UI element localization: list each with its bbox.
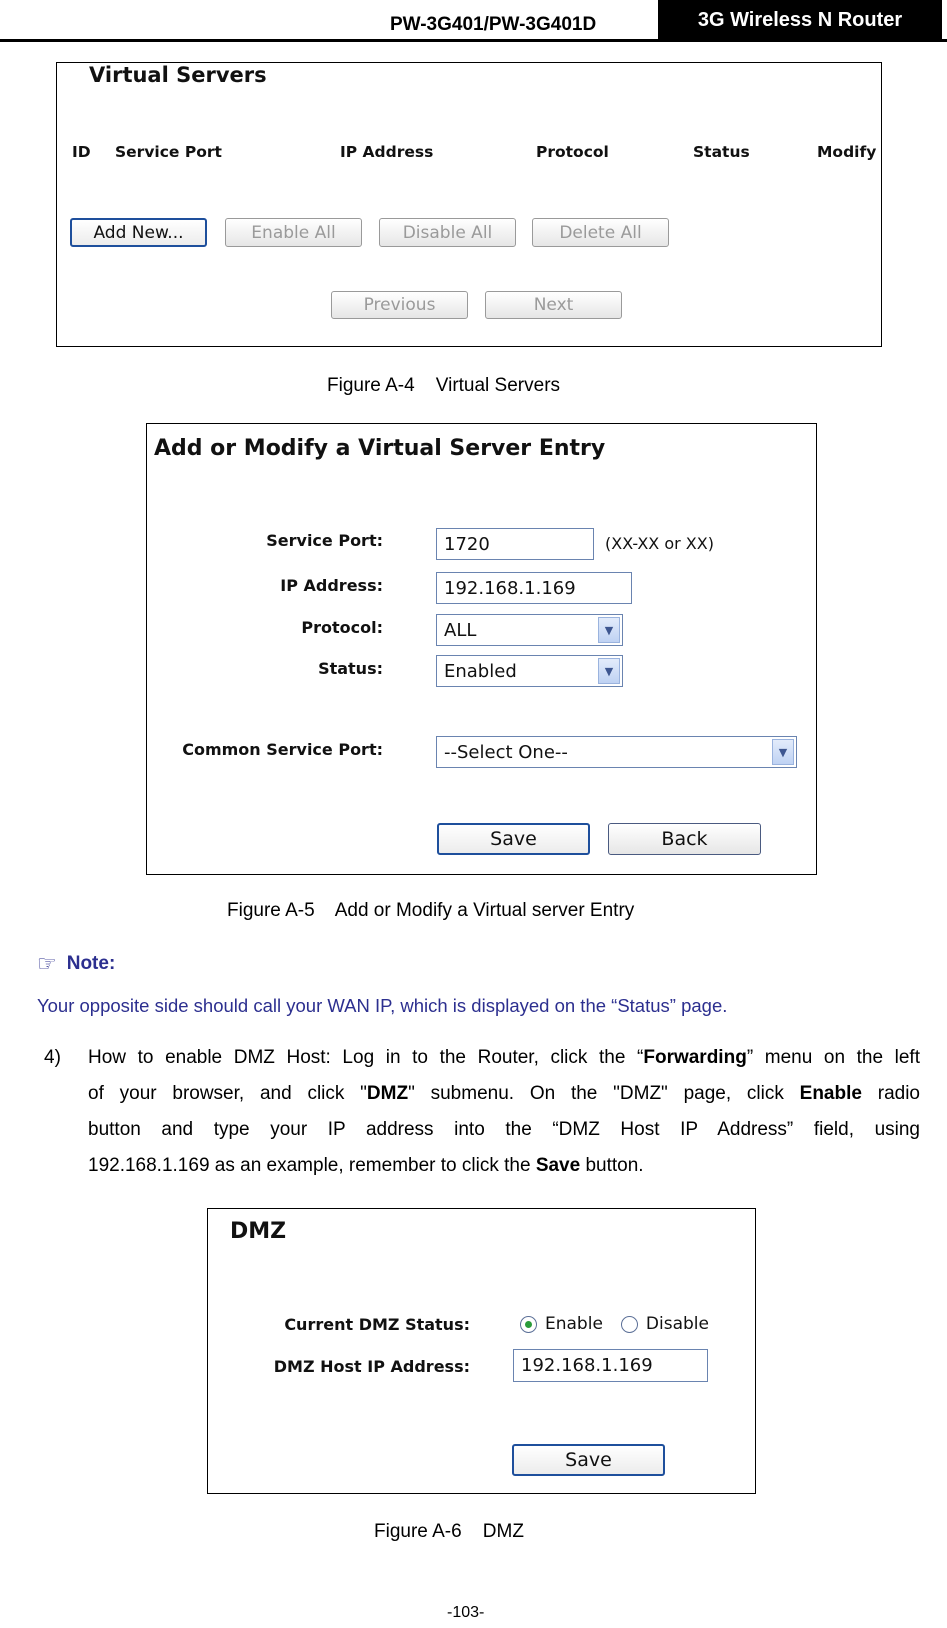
dmz-term: DMZ [366, 1083, 409, 1104]
pointing-hand-icon: ☞ [37, 951, 57, 976]
step-4-text: radio [861, 1083, 920, 1104]
disable-radio[interactable] [621, 1316, 638, 1333]
delete-all-button[interactable]: Delete All [532, 218, 669, 247]
previous-button[interactable]: Previous [331, 291, 468, 319]
enable-radio-label: Enable [545, 1314, 603, 1334]
virtual-servers-title: Virtual Servers [89, 63, 267, 87]
column-modify: Modify [817, 143, 877, 161]
column-status: Status [693, 143, 750, 161]
dmz-title: DMZ [230, 1219, 287, 1244]
step-4-text: " submenu. On the "DMZ" page, click [408, 1083, 800, 1104]
common-service-port-value: --Select One-- [444, 741, 568, 763]
service-port-label: Service Port: [266, 531, 383, 550]
add-modify-entry-screenshot [146, 423, 817, 875]
step-number: 4) [44, 1047, 61, 1068]
step-4-text: How to enable DMZ Host: Log in to the Router, click the “ [88, 1047, 644, 1068]
figure-a4-caption: Figure A-4 Virtual Servers [327, 375, 561, 396]
status-select[interactable] [436, 655, 623, 687]
enable-all-button[interactable]: Enable All [225, 218, 362, 247]
common-service-port-label: Common Service Port: [182, 740, 383, 759]
service-port-hint: (XX-XX or XX) [605, 534, 714, 553]
step-4-line-4 [88, 1148, 920, 1184]
note-label: Note: [66, 953, 116, 974]
step-4-line-2 [88, 1076, 920, 1112]
dmz-host-ip-label: DMZ Host IP Address: [273, 1357, 470, 1376]
enable-term: Enable [799, 1083, 862, 1104]
dmz-save-button[interactable]: Save [512, 1444, 665, 1476]
save-term: Save [535, 1155, 581, 1176]
chevron-down-icon[interactable]: ▼ [772, 739, 794, 765]
protocol-value: ALL [444, 619, 477, 641]
chevron-down-icon[interactable]: ▼ [598, 658, 620, 684]
add-modify-title: Add or Modify a Virtual Server Entry [154, 436, 606, 461]
step-4-text: ” menu on the left [746, 1047, 920, 1068]
step-4-line-3: button and type your IP address into the “DMZ Host IP Address” field, using [88, 1119, 920, 1140]
save-button[interactable]: Save [437, 823, 590, 855]
status-label: Status: [318, 659, 383, 678]
step-4-text: 192.168.1.169 as an example, remember to click the [88, 1155, 536, 1176]
dmz-host-ip-input[interactable]: 192.168.1.169 [513, 1349, 708, 1382]
add-new-button[interactable]: Add New... [70, 218, 207, 247]
virtual-servers-screenshot [56, 62, 882, 347]
disable-radio-label: Disable [645, 1314, 709, 1334]
service-port-input[interactable]: 1720 [436, 528, 594, 560]
column-protocol: Protocol [536, 143, 609, 161]
figure-a5-caption: Figure A-5 Add or Modify a Virtual server Entry [227, 900, 635, 921]
disable-all-button[interactable]: Disable All [379, 218, 516, 247]
dmz-screenshot [207, 1208, 756, 1494]
dmz-status-radio-group [520, 1314, 709, 1334]
note-heading [37, 953, 115, 975]
protocol-label: Protocol: [301, 618, 383, 637]
status-value: Enabled [444, 660, 517, 682]
column-id: ID [72, 143, 91, 161]
radio-selected-dot [525, 1321, 532, 1328]
page-number: -103- [447, 1604, 485, 1621]
figure-a6-caption: Figure A-6 DMZ [374, 1521, 524, 1542]
step-4-paragraph [88, 1040, 920, 1184]
next-button[interactable]: Next [485, 291, 622, 319]
note-text: Your opposite side should call your WAN IP, which is displayed on the “Status” page. [37, 995, 728, 1016]
header-model: PW-3G401/PW-3G401D [390, 14, 597, 35]
enable-radio[interactable] [520, 1316, 537, 1333]
ip-address-input[interactable]: 192.168.1.169 [436, 572, 632, 604]
ip-address-label: IP Address: [280, 576, 383, 595]
column-service-port: Service Port [115, 143, 222, 161]
current-dmz-status-label: Current DMZ Status: [284, 1315, 470, 1334]
forwarding-term: Forwarding [643, 1047, 747, 1068]
step-4-text: of your browser, and click " [88, 1083, 367, 1104]
header-product-tab: 3G Wireless N Router [658, 0, 942, 40]
column-ip-address: IP Address [340, 143, 434, 161]
step-4-text: button. [580, 1155, 644, 1176]
back-button[interactable]: Back [608, 823, 761, 855]
chevron-down-icon[interactable]: ▼ [598, 617, 620, 643]
header-rule [0, 39, 947, 42]
protocol-select[interactable] [436, 614, 623, 646]
common-service-port-select[interactable] [436, 736, 797, 768]
step-4-line-1 [88, 1040, 920, 1076]
